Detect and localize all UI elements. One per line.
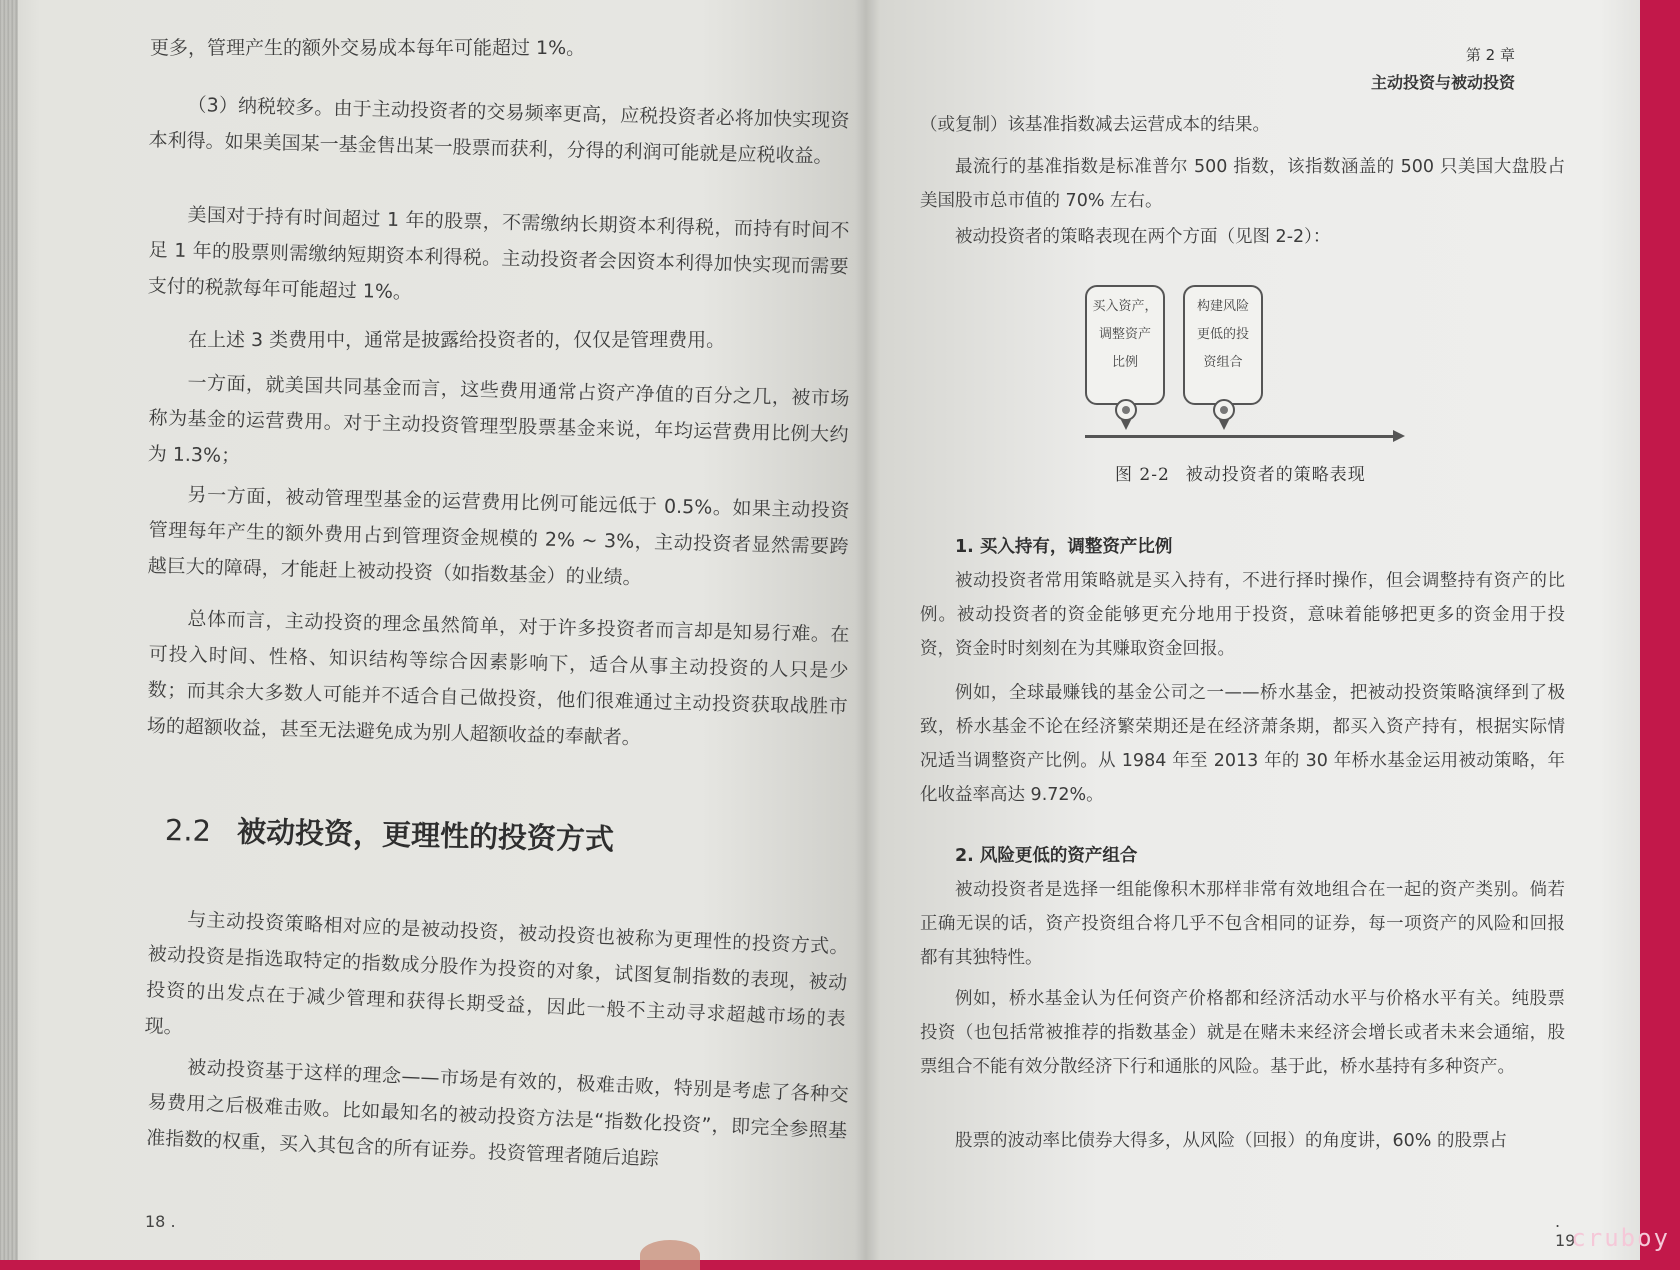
strategy-box-buy-hold (1085, 285, 1165, 405)
paragraph: 总体而言，主动投资的理念虽然简单，对于许多投资者而言却是知易行难。在可投入时间、性格、知识结构等综合因素影响下，适合从事主动投资的人只是少数；而其余大多数人可能并不适合自己做投资，他们很难通过主动投资获取战胜市场的超额收益，甚至无法避免成为别人超额收益的奉献者。 (146, 607, 850, 750)
paragraph: 例如，全球最赚钱的基金公司之一——桥水基金，把被动投资策略演绎到了极致，桥水基金不论在经济繁荣期还是在经济萧条期，都买入资产持有，根据实际情况适当调整资产比例。从 1984 年至 2013 年的 30 年桥水基金运用被动策略，年化收益率高达 9.72%。 (920, 683, 1565, 805)
paragraph: 例如，桥水基金认为任何资产价格都和经济活动水平与价格水平有关。纯股票投资（也包括常被推荐的指数基金）就是在赌未来经济会增长或者未来会通缩，股票组合不能有效分散经济下行和通胀的风险。基于此，桥水基持有多种资产。 (920, 989, 1565, 1077)
right-page (915, 0, 1576, 1260)
box-line: 比例 (1111, 355, 1138, 370)
figure-caption (1115, 460, 1366, 485)
subheading: 2. 风险更低的资产组合 (955, 846, 1138, 866)
pin-tail (1121, 420, 1131, 430)
location-pin-icon (1115, 399, 1137, 421)
paragraph: （3）纳税较多。由于主动投资者的交易频率更高，应税投资者必将加快实现资本利得。如果美国某一基金售出某一股票而获利，分得的利润可能就是应税收益。 (148, 93, 850, 168)
location-pin-icon (1213, 399, 1235, 421)
watermark: cruboy (1571, 1224, 1670, 1252)
box-line: 资组合 (1203, 355, 1243, 370)
paragraph: 另一方面，被动管理型基金的运营费用比例可能远低于 0.5%。如果主动投资管理每年产生的额外费用占到管理资金规模的 2% ~ 3%，主动投资者显然需要跨越巨大的障碍，才能赶上被动投资（如指数基金）的业绩。 (147, 483, 850, 590)
section-number: 2.2 (164, 813, 212, 848)
left-page (140, 0, 860, 1260)
paragraph: 最流行的基准指数是标准普尔 500 指数，该指数涵盖的 500 只美国大盘股占美国股市总市值的 70% 左右。 (920, 157, 1565, 211)
box-line: 买入资产， (1092, 299, 1158, 314)
timeline-axis (1085, 435, 1395, 438)
paragraph: 与主动投资策略相对应的是被动投资，被动投资也被称为更理性的投资方式。被动投资是指选取特定的指数成分股作为投资的对象，试图复制指数的表现，被动投资的出发点在于减少管理和获得长期受益，因此一般不主动寻求超越市场的表现。 (144, 908, 850, 1039)
strategy-box-low-risk (1183, 285, 1263, 405)
box-line: 更低的投 (1196, 327, 1249, 342)
thumb (640, 1240, 700, 1270)
paragraph: 股票的波动率比债券大得多，从风险（回报）的角度讲，60% 的股票占 (955, 1131, 1507, 1151)
page-number: 18 . (145, 1212, 176, 1231)
section-title (165, 808, 615, 858)
caption-number: 图 2-2 (1115, 465, 1170, 485)
figure-2-2 (1085, 275, 1415, 455)
box-line: 调整资产 (1098, 327, 1151, 342)
page-number: . 19 (1555, 1212, 1576, 1250)
box-line: 构建风险 (1196, 299, 1249, 314)
paragraph: 美国对于持有时间超过 1 年的股票，不需缴纳长期资本利得税，而持有时间不足 1 年的股票则需缴纳短期资本利得税。主动投资者会因资本利得加快实现而需要支付的税款每年可能超过 1%。 (147, 203, 850, 304)
arrow-right-icon (1393, 430, 1405, 442)
running-header-chapter: 第 2 章 (1465, 46, 1515, 64)
paragraph: 被动投资者的策略表现在两个方面（见图 2-2）： (955, 227, 1331, 247)
page-edge (0, 0, 18, 1260)
paragraph: 更多，管理产生的额外交易成本每年可能超过 1%。 (150, 37, 586, 59)
paragraph: 被动投资基于这样的理念——市场是有效的，极难击败，特别是考虑了各种交易费用之后极难击败。比如最知名的被动投资方法是“指数化投资”，即完全参照基准指数的权重，买入其包含的所有证券。投资管理者随后追踪 (145, 1056, 850, 1171)
caption-text: 被动投资者的策略表现 (1185, 465, 1366, 485)
running-header-title: 主动投资与被动投资 (1370, 73, 1515, 92)
section-heading: 被动投资，更理性的投资方式 (236, 814, 615, 857)
paragraph: （或复制）该基准指数减去运营成本的结果。 (920, 115, 1270, 135)
paragraph: 在上述 3 类费用中，通常是披露给投资者的，仅仅是管理费用。 (188, 329, 726, 351)
pin-tail (1219, 420, 1229, 430)
paragraph: 被动投资者常用策略就是买入持有，不进行择时操作，但会调整持有资产的比例。被动投资者的资金能够更充分地用于投资，意味着能够把更多的资金用于投资，资金时时刻刻在为其赚取资金回报。 (920, 571, 1565, 659)
subheading: 1. 买入持有，调整资产比例 (955, 537, 1173, 557)
paragraph: 一方面，就美国共同基金而言，这些费用通常占资产净值的百分之几，被市场称为基金的运营费用。对于主动投资管理型股票基金来说，年均运营费用比例大约为 1.3%； (147, 371, 850, 468)
paragraph: 被动投资者是选择一组能像积木那样非常有效地组合在一起的资产类别。倘若正确无误的话，资产投资组合将几乎不包含相同的证券，每一项资产的风险和回报都有其独特性。 (920, 880, 1565, 968)
